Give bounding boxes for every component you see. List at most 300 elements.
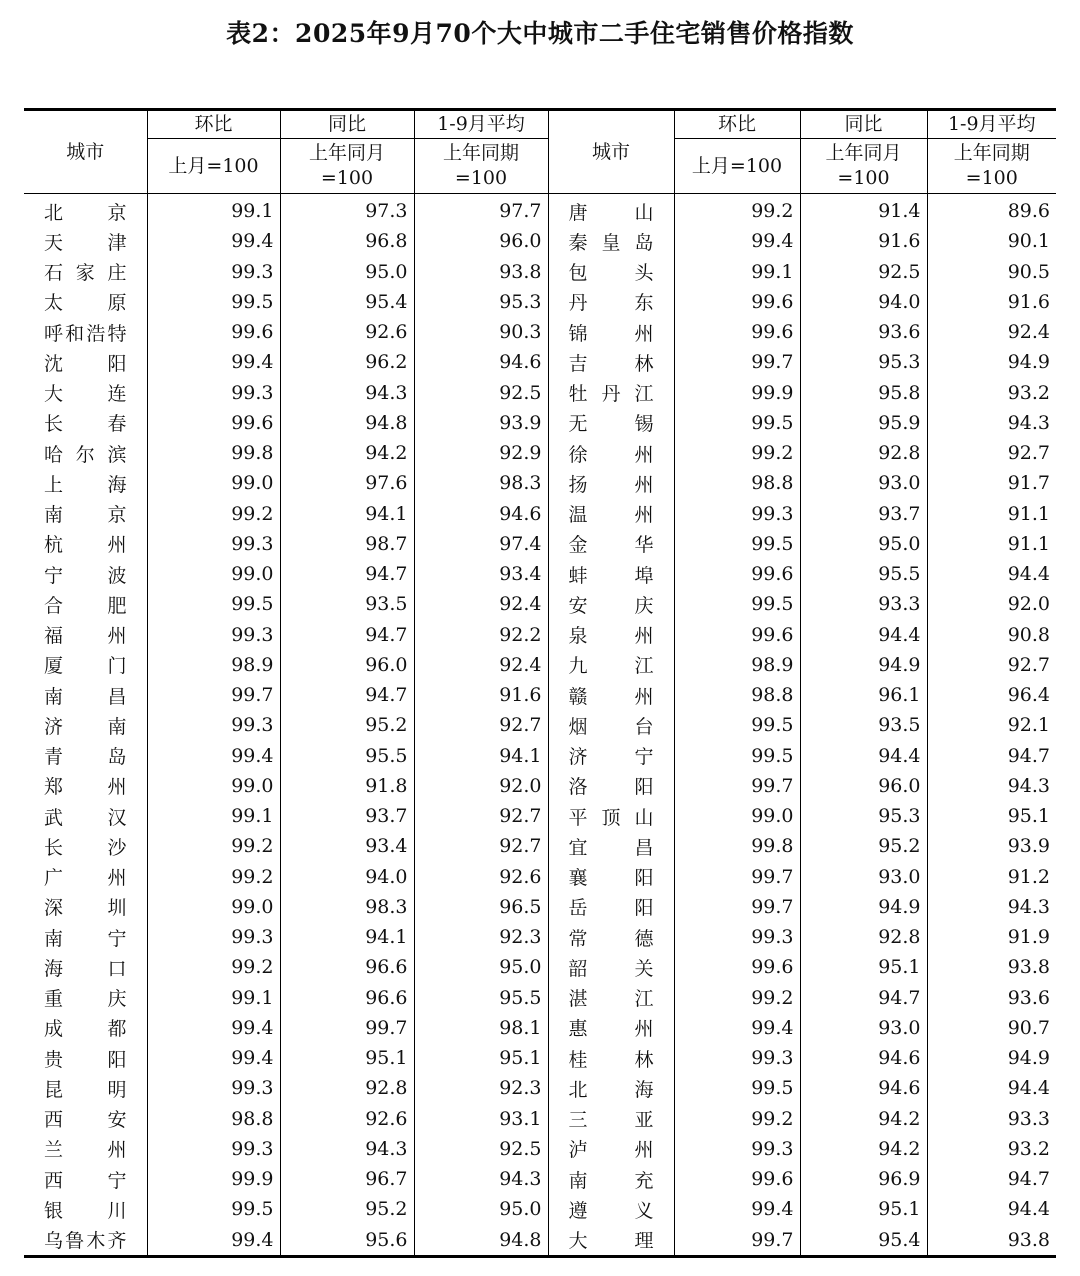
mom-cell: 99.5 [674, 529, 800, 559]
mom-cell: 99.3 [147, 1073, 280, 1103]
city-name: 安庆 [568, 594, 654, 617]
city-name: 平顶山 [568, 806, 654, 829]
avg-cell: 92.7 [1007, 442, 1050, 465]
mom-cell: 99.2 [147, 831, 280, 861]
table-title: 表2：2025年9月70个大中城市二手住宅销售价格指数 [226, 19, 854, 48]
city-name: 西安 [44, 1109, 127, 1132]
avg-cell: 94.3 [414, 1164, 548, 1194]
mom-cell: 99.0 [147, 771, 280, 801]
table-header [24, 110, 1056, 194]
city-name: 武汉 [44, 806, 127, 829]
avg-cell: 92.4 [414, 589, 548, 619]
mom-cell: 99.4 [674, 1194, 800, 1224]
city-name: 石家庄 [44, 262, 127, 285]
mom-cell: 99.8 [147, 438, 280, 468]
yoy-cell: 94.8 [280, 408, 414, 438]
city-cell [24, 710, 147, 740]
city-name: 北海 [568, 1078, 654, 1101]
yoy-cell: 95.5 [280, 741, 414, 771]
city-name: 南充 [568, 1169, 654, 1192]
city-name: 贵阳 [44, 1048, 127, 1071]
city-cell [548, 438, 674, 468]
mom-cell: 99.5 [674, 741, 800, 771]
yoy-cell: 93.4 [280, 831, 414, 861]
yoy-cell: 93.7 [800, 499, 927, 529]
city-name: 兰州 [44, 1139, 127, 1162]
yoy-cell: 95.8 [800, 378, 927, 408]
city-name: 常德 [568, 927, 654, 950]
mom-cell: 99.0 [147, 892, 280, 922]
yoy-cell: 98.3 [280, 892, 414, 922]
table-row [24, 194, 1056, 227]
yoy-base-line1: 上年同月 [825, 142, 902, 164]
avg-cell: 92.0 [414, 771, 548, 801]
city-cell [24, 1225, 147, 1257]
avg-cell: 92.4 [414, 650, 548, 680]
table-row [24, 378, 1056, 408]
city-cell [24, 741, 147, 771]
avg-cell: 90.8 [1007, 623, 1050, 646]
avg-cell: 94.4 [1007, 1198, 1050, 1221]
city-name: 大连 [44, 383, 127, 406]
table-row [24, 1104, 1056, 1134]
yoy-cell: 92.8 [800, 438, 927, 468]
avg-cell: 93.9 [1007, 835, 1050, 858]
avg-cell: 92.5 [414, 1134, 548, 1164]
city-cell [24, 831, 147, 861]
table-row [24, 529, 1056, 559]
yoy-cell: 96.2 [280, 347, 414, 377]
header-mom-base-right [674, 139, 800, 194]
city-cell [548, 257, 674, 287]
city-name: 襄阳 [568, 867, 654, 890]
city-name: 扬州 [568, 473, 654, 496]
mom-cell: 99.1 [147, 801, 280, 831]
mom-cell: 99.3 [147, 529, 280, 559]
avg-cell: 94.9 [1007, 1047, 1050, 1070]
mom-cell: 99.1 [674, 257, 800, 287]
city-name: 南京 [44, 504, 127, 527]
avg-cell: 92.7 [414, 831, 548, 861]
yoy-cell: 94.1 [280, 499, 414, 529]
city-cell [548, 1225, 674, 1257]
city-cell [548, 862, 674, 892]
avg-cell: 93.6 [1007, 986, 1050, 1009]
header-avg-base-right [927, 139, 1056, 194]
avg-cell: 91.6 [1007, 290, 1050, 313]
city-name: 太原 [44, 292, 127, 315]
table-row [24, 771, 1056, 801]
header-mom-left: 环比 [147, 110, 280, 139]
city-name: 大理 [568, 1230, 654, 1253]
table-row [24, 499, 1056, 529]
avg-cell: 94.3 [1007, 774, 1050, 797]
avg-cell: 94.7 [1007, 744, 1050, 767]
yoy-cell: 94.7 [280, 559, 414, 589]
city-cell [548, 680, 674, 710]
yoy-cell: 96.6 [280, 983, 414, 1013]
city-cell [548, 589, 674, 619]
mom-cell: 99.4 [147, 741, 280, 771]
city-name: 宁波 [44, 564, 127, 587]
city-cell [24, 317, 147, 347]
avg-cell: 92.7 [414, 710, 548, 740]
yoy-cell: 95.1 [280, 1043, 414, 1073]
yoy-cell: 96.1 [800, 680, 927, 710]
mom-cell: 98.8 [674, 468, 800, 498]
mom-cell: 99.4 [147, 226, 280, 256]
mom-cell: 99.6 [674, 620, 800, 650]
avg-cell: 92.6 [414, 862, 548, 892]
table-row [24, 1194, 1056, 1224]
city-cell [548, 499, 674, 529]
city-name: 锦州 [568, 322, 654, 345]
yoy-cell: 95.4 [280, 287, 414, 317]
mom-cell: 99.2 [674, 1104, 800, 1134]
city-name: 韶关 [568, 957, 654, 980]
yoy-cell: 94.4 [800, 620, 927, 650]
city-cell [24, 650, 147, 680]
yoy-cell: 95.4 [800, 1225, 927, 1257]
avg-cell: 92.9 [414, 438, 548, 468]
avg-base-line1: 上年同期 [953, 142, 1030, 164]
avg-cell: 96.0 [414, 226, 548, 256]
city-name: 济宁 [568, 746, 654, 769]
yoy-cell: 93.6 [800, 317, 927, 347]
yoy-cell: 91.4 [800, 194, 927, 227]
avg-cell: 96.4 [1007, 684, 1050, 707]
city-name: 泉州 [568, 625, 654, 648]
mom-cell: 99.5 [147, 287, 280, 317]
city-cell [24, 378, 147, 408]
city-cell [548, 771, 674, 801]
header-yoy-left: 同比 [280, 110, 414, 139]
yoy-cell: 95.1 [800, 952, 927, 982]
mom-cell: 99.2 [674, 983, 800, 1013]
city-name: 秦皇岛 [568, 231, 654, 254]
city-name: 福州 [44, 625, 127, 648]
table-row [24, 892, 1056, 922]
yoy-cell: 95.6 [280, 1225, 414, 1257]
header-yoy-base-right [800, 139, 927, 194]
mom-cell: 99.6 [147, 317, 280, 347]
mom-cell: 99.4 [147, 1225, 280, 1257]
yoy-cell: 93.3 [800, 589, 927, 619]
avg-cell: 91.9 [1007, 926, 1050, 949]
mom-cell: 99.0 [147, 559, 280, 589]
city-name: 长春 [44, 413, 127, 436]
mom-cell: 99.2 [147, 952, 280, 982]
yoy-cell: 95.2 [280, 1194, 414, 1224]
city-name: 银川 [44, 1199, 127, 1222]
yoy-cell: 95.3 [800, 801, 927, 831]
avg-cell: 93.3 [1007, 1107, 1050, 1130]
city-cell [548, 194, 674, 227]
yoy-cell: 96.0 [280, 650, 414, 680]
city-name: 济南 [44, 715, 127, 738]
avg-cell: 95.0 [414, 1194, 548, 1224]
avg-cell: 92.0 [1007, 593, 1050, 616]
avg-cell: 94.6 [414, 347, 548, 377]
city-cell [24, 438, 147, 468]
header-yoy-base-left [280, 139, 414, 194]
city-cell [548, 831, 674, 861]
city-cell [24, 529, 147, 559]
avg-cell: 95.3 [414, 287, 548, 317]
city-name: 桂林 [568, 1048, 654, 1071]
city-name: 哈尔滨 [44, 443, 127, 466]
city-name: 北京 [44, 201, 127, 224]
yoy-cell: 93.0 [800, 468, 927, 498]
city-cell [24, 680, 147, 710]
table-row [24, 226, 1056, 256]
avg-cell: 94.4 [1007, 563, 1050, 586]
city-name: 泸州 [568, 1139, 654, 1162]
mom-cell: 99.5 [674, 1073, 800, 1103]
avg-cell: 95.5 [414, 983, 548, 1013]
yoy-cell: 94.0 [280, 862, 414, 892]
city-name: 牡丹江 [568, 383, 654, 406]
yoy-cell: 94.9 [800, 892, 927, 922]
city-cell [24, 1013, 147, 1043]
city-name: 杭州 [44, 534, 127, 557]
yoy-cell: 94.7 [800, 983, 927, 1013]
mom-cell: 99.6 [674, 317, 800, 347]
avg-cell: 91.7 [1007, 472, 1050, 495]
city-name: 成都 [44, 1018, 127, 1041]
mom-cell: 99.6 [674, 952, 800, 982]
yoy-cell: 94.6 [800, 1073, 927, 1103]
yoy-cell: 95.0 [800, 529, 927, 559]
yoy-cell: 94.7 [280, 680, 414, 710]
mom-base-text: 上月=100 [168, 154, 259, 177]
city-name: 唐山 [568, 201, 654, 224]
table-row [24, 347, 1056, 377]
yoy-cell: 96.6 [280, 952, 414, 982]
table-row [24, 468, 1056, 498]
avg-cell: 95.1 [414, 1043, 548, 1073]
yoy-cell: 94.1 [280, 922, 414, 952]
city-cell [548, 1134, 674, 1164]
city-name: 赣州 [568, 685, 654, 708]
city-name: 吉林 [568, 352, 654, 375]
city-cell [548, 529, 674, 559]
city-cell [548, 952, 674, 982]
header-mom-base-left [147, 139, 280, 194]
city-cell [548, 1194, 674, 1224]
table-row [24, 620, 1056, 650]
avg-base-line1: 上年同期 [442, 142, 519, 164]
avg-cell: 90.7 [1007, 1016, 1050, 1039]
mom-cell: 99.0 [674, 801, 800, 831]
mom-cell: 98.8 [674, 680, 800, 710]
avg-cell: 94.9 [1007, 351, 1050, 374]
avg-cell: 91.1 [1007, 532, 1050, 555]
yoy-cell: 94.3 [280, 1134, 414, 1164]
mom-cell: 99.2 [147, 499, 280, 529]
city-cell [548, 347, 674, 377]
yoy-cell: 95.2 [280, 710, 414, 740]
city-cell [548, 408, 674, 438]
avg-cell: 91.2 [1007, 865, 1050, 888]
city-name: 重庆 [44, 988, 127, 1011]
city-name: 丹东 [568, 292, 654, 315]
yoy-cell: 98.7 [280, 529, 414, 559]
header-avg-right: 1-9月平均 [927, 110, 1056, 139]
city-cell [548, 378, 674, 408]
city-name: 无锡 [568, 413, 654, 436]
yoy-cell: 93.5 [800, 710, 927, 740]
city-cell [24, 257, 147, 287]
table-row [24, 559, 1056, 589]
city-name: 海口 [44, 957, 127, 980]
avg-cell: 97.4 [414, 529, 548, 559]
city-cell [24, 620, 147, 650]
avg-cell: 95.0 [414, 952, 548, 982]
city-cell [24, 983, 147, 1013]
avg-cell: 94.8 [414, 1225, 548, 1257]
city-name: 洛阳 [568, 776, 654, 799]
avg-cell: 91.6 [414, 680, 548, 710]
city-name: 金华 [568, 534, 654, 557]
avg-cell: 93.9 [414, 408, 548, 438]
table-row [24, 589, 1056, 619]
avg-cell: 92.1 [1007, 714, 1050, 737]
mom-cell: 99.8 [674, 831, 800, 861]
city-cell [548, 801, 674, 831]
table-row [24, 1134, 1056, 1164]
mom-cell: 98.9 [674, 650, 800, 680]
mom-cell: 99.7 [674, 771, 800, 801]
city-name: 岳阳 [568, 897, 654, 920]
yoy-cell: 94.3 [280, 378, 414, 408]
city-name: 郑州 [44, 776, 127, 799]
mom-cell: 99.5 [147, 589, 280, 619]
city-name: 南昌 [44, 685, 127, 708]
table-row [24, 680, 1056, 710]
yoy-cell: 94.0 [800, 287, 927, 317]
mom-cell: 99.3 [674, 922, 800, 952]
mom-cell: 99.3 [147, 378, 280, 408]
city-name: 宜昌 [568, 836, 654, 859]
table-row [24, 287, 1056, 317]
avg-cell: 97.7 [414, 194, 548, 227]
mom-cell: 99.3 [147, 620, 280, 650]
table-row [24, 1225, 1056, 1257]
city-cell [24, 892, 147, 922]
avg-cell: 92.7 [1007, 653, 1050, 676]
table-row [24, 710, 1056, 740]
yoy-cell: 96.7 [280, 1164, 414, 1194]
mom-cell: 99.2 [674, 438, 800, 468]
city-cell [548, 1073, 674, 1103]
mom-cell: 99.1 [147, 194, 280, 227]
city-name: 沈阳 [44, 352, 127, 375]
mom-cell: 99.3 [147, 257, 280, 287]
yoy-cell: 95.9 [800, 408, 927, 438]
yoy-cell: 97.3 [280, 194, 414, 227]
city-cell [548, 1013, 674, 1043]
yoy-cell: 94.2 [800, 1134, 927, 1164]
city-cell [24, 1164, 147, 1194]
city-name: 深圳 [44, 897, 127, 920]
avg-base-line2: =100 [454, 167, 508, 189]
mom-cell: 99.2 [147, 862, 280, 892]
city-name: 九江 [568, 655, 654, 678]
price-index-table [24, 108, 1056, 1258]
avg-cell: 90.5 [1007, 260, 1050, 283]
mom-cell: 99.3 [147, 710, 280, 740]
yoy-cell: 95.2 [800, 831, 927, 861]
mom-cell: 99.3 [147, 922, 280, 952]
avg-cell: 92.3 [414, 1073, 548, 1103]
avg-cell: 93.2 [1007, 381, 1050, 404]
avg-cell: 94.4 [1007, 1077, 1050, 1100]
city-cell [548, 1043, 674, 1073]
mom-cell: 99.3 [674, 1043, 800, 1073]
yoy-cell: 92.5 [800, 257, 927, 287]
city-name: 烟台 [568, 715, 654, 738]
table-row [24, 1164, 1056, 1194]
avg-cell: 93.1 [414, 1104, 548, 1134]
city-cell [24, 408, 147, 438]
city-name: 徐州 [568, 443, 654, 466]
mom-cell: 99.1 [147, 983, 280, 1013]
yoy-cell: 94.9 [800, 650, 927, 680]
city-name: 合肥 [44, 594, 127, 617]
city-cell [24, 1043, 147, 1073]
city-name: 三亚 [568, 1109, 654, 1132]
mom-cell: 99.7 [147, 680, 280, 710]
mom-cell: 99.6 [674, 559, 800, 589]
city-name: 湛江 [568, 988, 654, 1011]
mom-cell: 99.9 [147, 1164, 280, 1194]
mom-cell: 99.3 [674, 1134, 800, 1164]
city-cell [24, 499, 147, 529]
city-cell [548, 650, 674, 680]
city-name: 包头 [568, 262, 654, 285]
mom-cell: 99.6 [147, 408, 280, 438]
city-name: 天津 [44, 231, 127, 254]
table-row [24, 1043, 1056, 1073]
city-name: 遵义 [568, 1199, 654, 1222]
city-name: 广州 [44, 867, 127, 890]
mom-cell: 99.5 [674, 710, 800, 740]
mom-cell: 99.7 [674, 862, 800, 892]
avg-cell: 92.7 [414, 801, 548, 831]
city-name: 厦门 [44, 655, 127, 678]
city-cell [548, 710, 674, 740]
header-avg-base-left [414, 139, 548, 194]
city-cell [548, 468, 674, 498]
avg-cell: 92.5 [414, 378, 548, 408]
avg-cell: 96.5 [414, 892, 548, 922]
avg-cell: 98.1 [414, 1013, 548, 1043]
yoy-base-line1: 上年同月 [308, 142, 385, 164]
avg-base-line2: =100 [965, 167, 1018, 189]
yoy-cell: 91.6 [800, 226, 927, 256]
yoy-cell: 95.0 [280, 257, 414, 287]
yoy-base-line2: =100 [837, 167, 890, 189]
table-row [24, 1013, 1056, 1043]
table-body [24, 194, 1056, 1257]
avg-cell: 92.4 [1007, 321, 1050, 344]
city-name: 青岛 [44, 746, 127, 769]
city-cell [548, 1104, 674, 1134]
city-cell [24, 194, 147, 227]
city-cell [548, 1164, 674, 1194]
yoy-cell: 95.1 [800, 1194, 927, 1224]
